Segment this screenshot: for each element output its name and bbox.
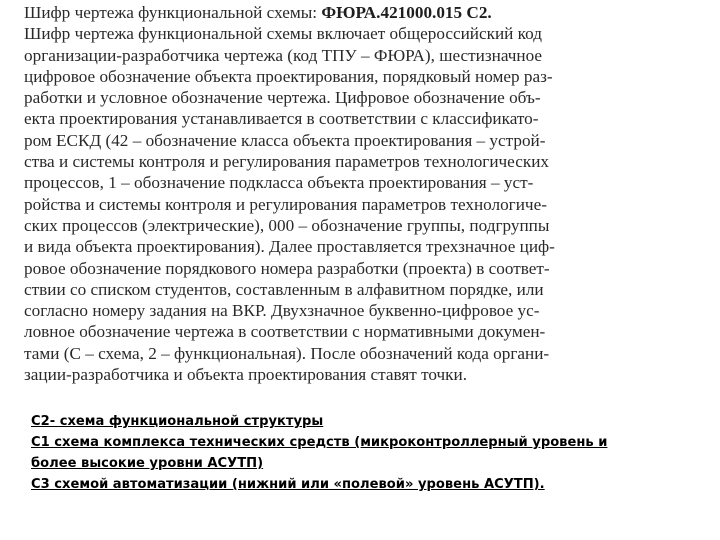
text-line: и вида объекта проектирования). Далее проставляется трехзначное циф- <box>24 237 555 257</box>
text-line: ром ЕСКД (42 – обозначение класса объекта проектирования – устрой- <box>24 130 546 150</box>
text-line: согласно номеру задания на ВКР. Двухзначное буквенно-цифровое ус- <box>24 301 540 321</box>
note-c3: С3 схемой автоматизации (нижний или «полевой» уровень АСУТП). <box>31 477 545 492</box>
drawing-code: ФЮРА.421000.015 С2. <box>321 3 492 22</box>
text-line: цифровое обозначение объекта проектирования, порядковый номер раз- <box>24 66 553 86</box>
text-line: Шифр чертежа функциональной схемы включает общероссийский код <box>24 24 542 44</box>
note-c1: С1 схема комплекса технических средств (микроконтроллерный уровень и <box>31 435 608 450</box>
text-line: ствии со списком студентов, составленным в алфавитном порядке, или <box>24 279 544 299</box>
text-line: организации-разработчика чертежа (код ТПУ – ФЮРА), шестизначное <box>24 45 543 65</box>
text-line: тами (С – схема, 2 – функциональная). После обозначений кода органи- <box>24 343 550 363</box>
text-line: ройства и системы контроля и регулирования параметров технологиче- <box>24 194 547 214</box>
heading-label: Шифр чертежа функциональной схемы: <box>24 3 318 22</box>
scheme-notes <box>31 411 691 495</box>
text-line: ских процессов (электрические), 000 – обозначение группы, подгруппы <box>24 215 550 235</box>
text-line: екта проектирования устанавливается в соответствии с классификато- <box>24 109 539 129</box>
text-line: ровое обозначение порядкового номера разработки (проекта) в соответ- <box>24 258 550 278</box>
text-line: ства и системы контроля и регулирования параметров технологических <box>24 152 550 172</box>
note-c2: С2- схема функциональной структуры <box>31 414 324 429</box>
text-line: работки и условное обозначение чертежа. Цифровое обозначение объ- <box>24 88 541 108</box>
note-c1-continued: более высокие уровни АСУТП) <box>31 456 264 471</box>
text-line: ловное обозначение чертежа в соответствии с нормативными докумен- <box>24 322 546 342</box>
text-line: процессов, 1 – обозначение подкласса объекта проектирования – уст- <box>24 173 534 193</box>
drawing-code-heading <box>24 2 576 23</box>
text-line: зации-разработчика и объекта проектирования ставят точки. <box>24 365 468 385</box>
scanned-paragraph <box>24 2 576 385</box>
